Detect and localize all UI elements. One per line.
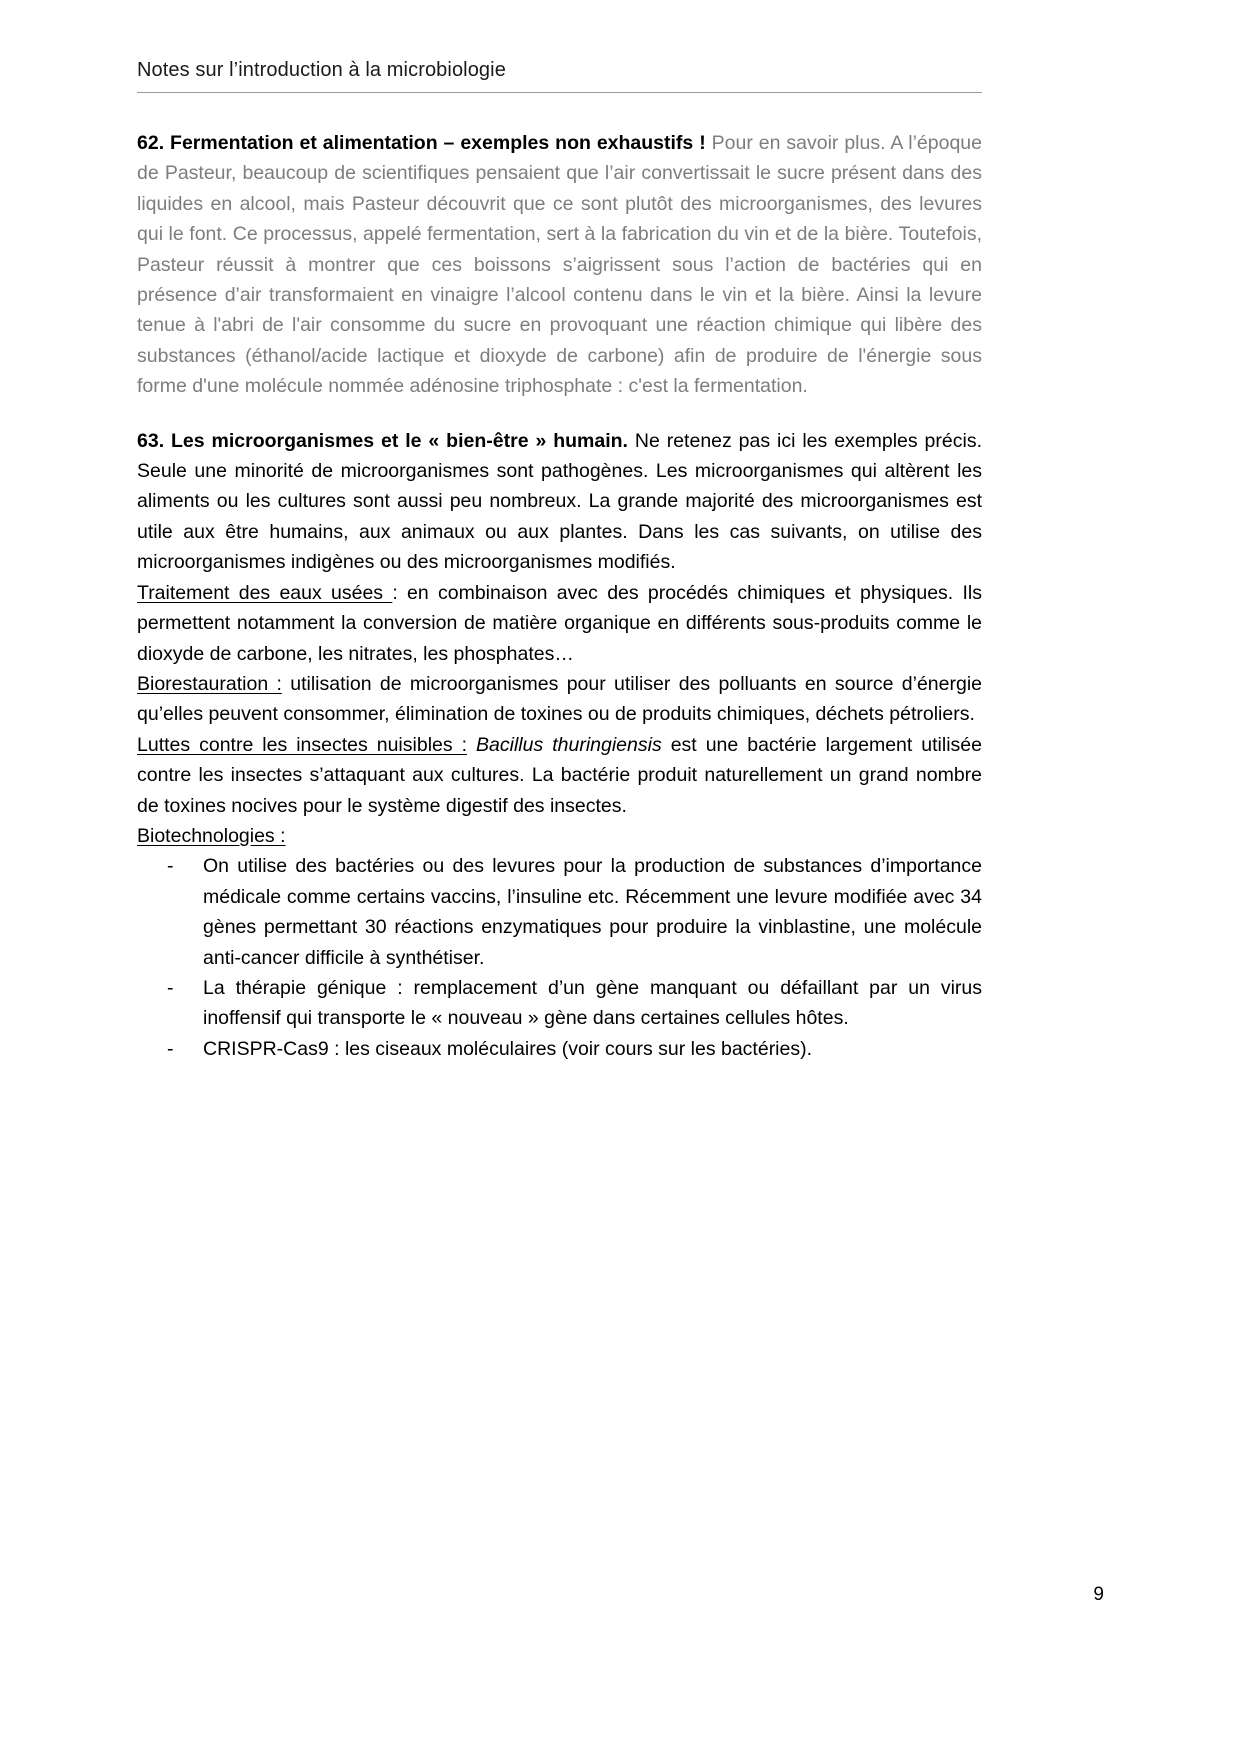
document-body xyxy=(137,128,982,1064)
topic-traitement-des-eaux-usees xyxy=(137,578,982,669)
list-item xyxy=(137,1034,982,1064)
list-item xyxy=(137,851,982,973)
bullet-marker: - xyxy=(167,1037,174,1060)
topic-text-insectes: est une bactérie largement utilisée contre les insectes s’attaquant aux cultures. La bactérie produit naturellement un grand nombre de toxines nocives pour le système digestif des insectes. xyxy=(137,733,982,817)
bullet-text: CRISPR-Cas9 : les ciseaux moléculaires (voir cours sur les bactéries). xyxy=(203,1037,813,1060)
topic-label-insectes: Luttes contre les insectes nuisibles : xyxy=(137,733,468,756)
bullet-text: La thérapie génique : remplacement d’un gène manquant ou défaillant par un virus inoffensif qui transporte le « nouveau » gène dans certaines cellules hôtes. xyxy=(203,976,982,1030)
topic-label-eaux-usees: Traitement des eaux usées xyxy=(137,581,393,604)
section-63-paragraph xyxy=(137,426,982,578)
topic-label-biorestauration: Biorestauration : xyxy=(137,672,282,695)
bullet-text: On utilise des bactéries ou des levures pour la production de substances d’importance médicale comme certains vaccins, l’insuline etc. Récemment une levure modifiée avec 34 gènes permettant 30 réactions enzymatiques pour produire la vinblastine, une molécule anti-cancer difficile à synthétiser. xyxy=(203,855,982,969)
topic-text-biorestauration: utilisation de microorganismes pour utiliser des polluants en source d’énergie qu’elles peuvent consommer, élimination de toxines ou de produits chimiques, déchets pétroliers. xyxy=(137,672,982,726)
section-62-paragraph xyxy=(137,128,982,402)
topic-text-eaux-usees: : en combinaison avec des procédés chimiques et physiques. Ils permettent notamment la conversion de matière organique en différents sous-produits comme le dioxyde de carbone, les nitrates, les phosphates… xyxy=(137,581,982,665)
page-number: 9 xyxy=(1093,1584,1104,1605)
list-item xyxy=(137,973,982,1034)
header-title: Notes sur l’introduction à la microbiologie xyxy=(137,59,506,81)
biotechnologies-bullet-list xyxy=(137,851,982,1064)
topic-luttes-insectes-nuisibles xyxy=(137,730,982,821)
topic-label-biotechnologies: Biotechnologies : xyxy=(137,824,286,847)
section-63-heading: 63. Les microorganismes et le « bien-être » humain. xyxy=(137,429,628,452)
section-63-intro: Ne retenez pas ici les exemples précis. Seule une minorité de microorganismes sont pathogènes. Les microorganismes qui altèrent les aliments ou les cultures sont aussi peu nombreux. La grande majorité des microorganismes est utile aux être humains, aux animaux ou aux plantes. Dans les cas suivants, on utilise des microorganismes indigènes ou des microorganismes modifiés. xyxy=(137,429,982,574)
bullet-marker: - xyxy=(167,855,174,878)
page-header xyxy=(137,58,982,93)
section-62-body: Pour en savoir plus. A l’époque de Pasteur, beaucoup de scientifiques pensaient que l’air convertissait le sucre présent dans des liquides en alcool, mais Pasteur découvrit que ce sont plutôt des microorganismes, des levures qui le font. Ce processus, appelé fermentation, sert à la fabrication du vin et de la bière. Toutefois, Pasteur réussit à montrer que ces boissons s’aigrissent sous l’action de bactéries qui en présence d’air transformaient en vinaigre l’alcool contenu dans le vin et la bière. Ainsi la levure tenue à l'abri de l'air consomme du sucre en provoquant une réaction chimique qui libère des substances (éthanol/acide lactique et dioxyde de carbone) afin de produire de l'énergie sous forme d'une molécule nommée adénosine triphosphate : c'est la fermentation. xyxy=(137,132,982,398)
bullet-marker: - xyxy=(167,976,174,999)
topic-biorestauration xyxy=(137,669,982,730)
section-62-heading: 62. Fermentation et alimentation – exemples non exhaustifs ! xyxy=(137,132,706,154)
topic-biotechnologies xyxy=(137,821,982,851)
species-name-bacillus-thuringiensis: Bacillus thuringiensis xyxy=(467,733,662,756)
